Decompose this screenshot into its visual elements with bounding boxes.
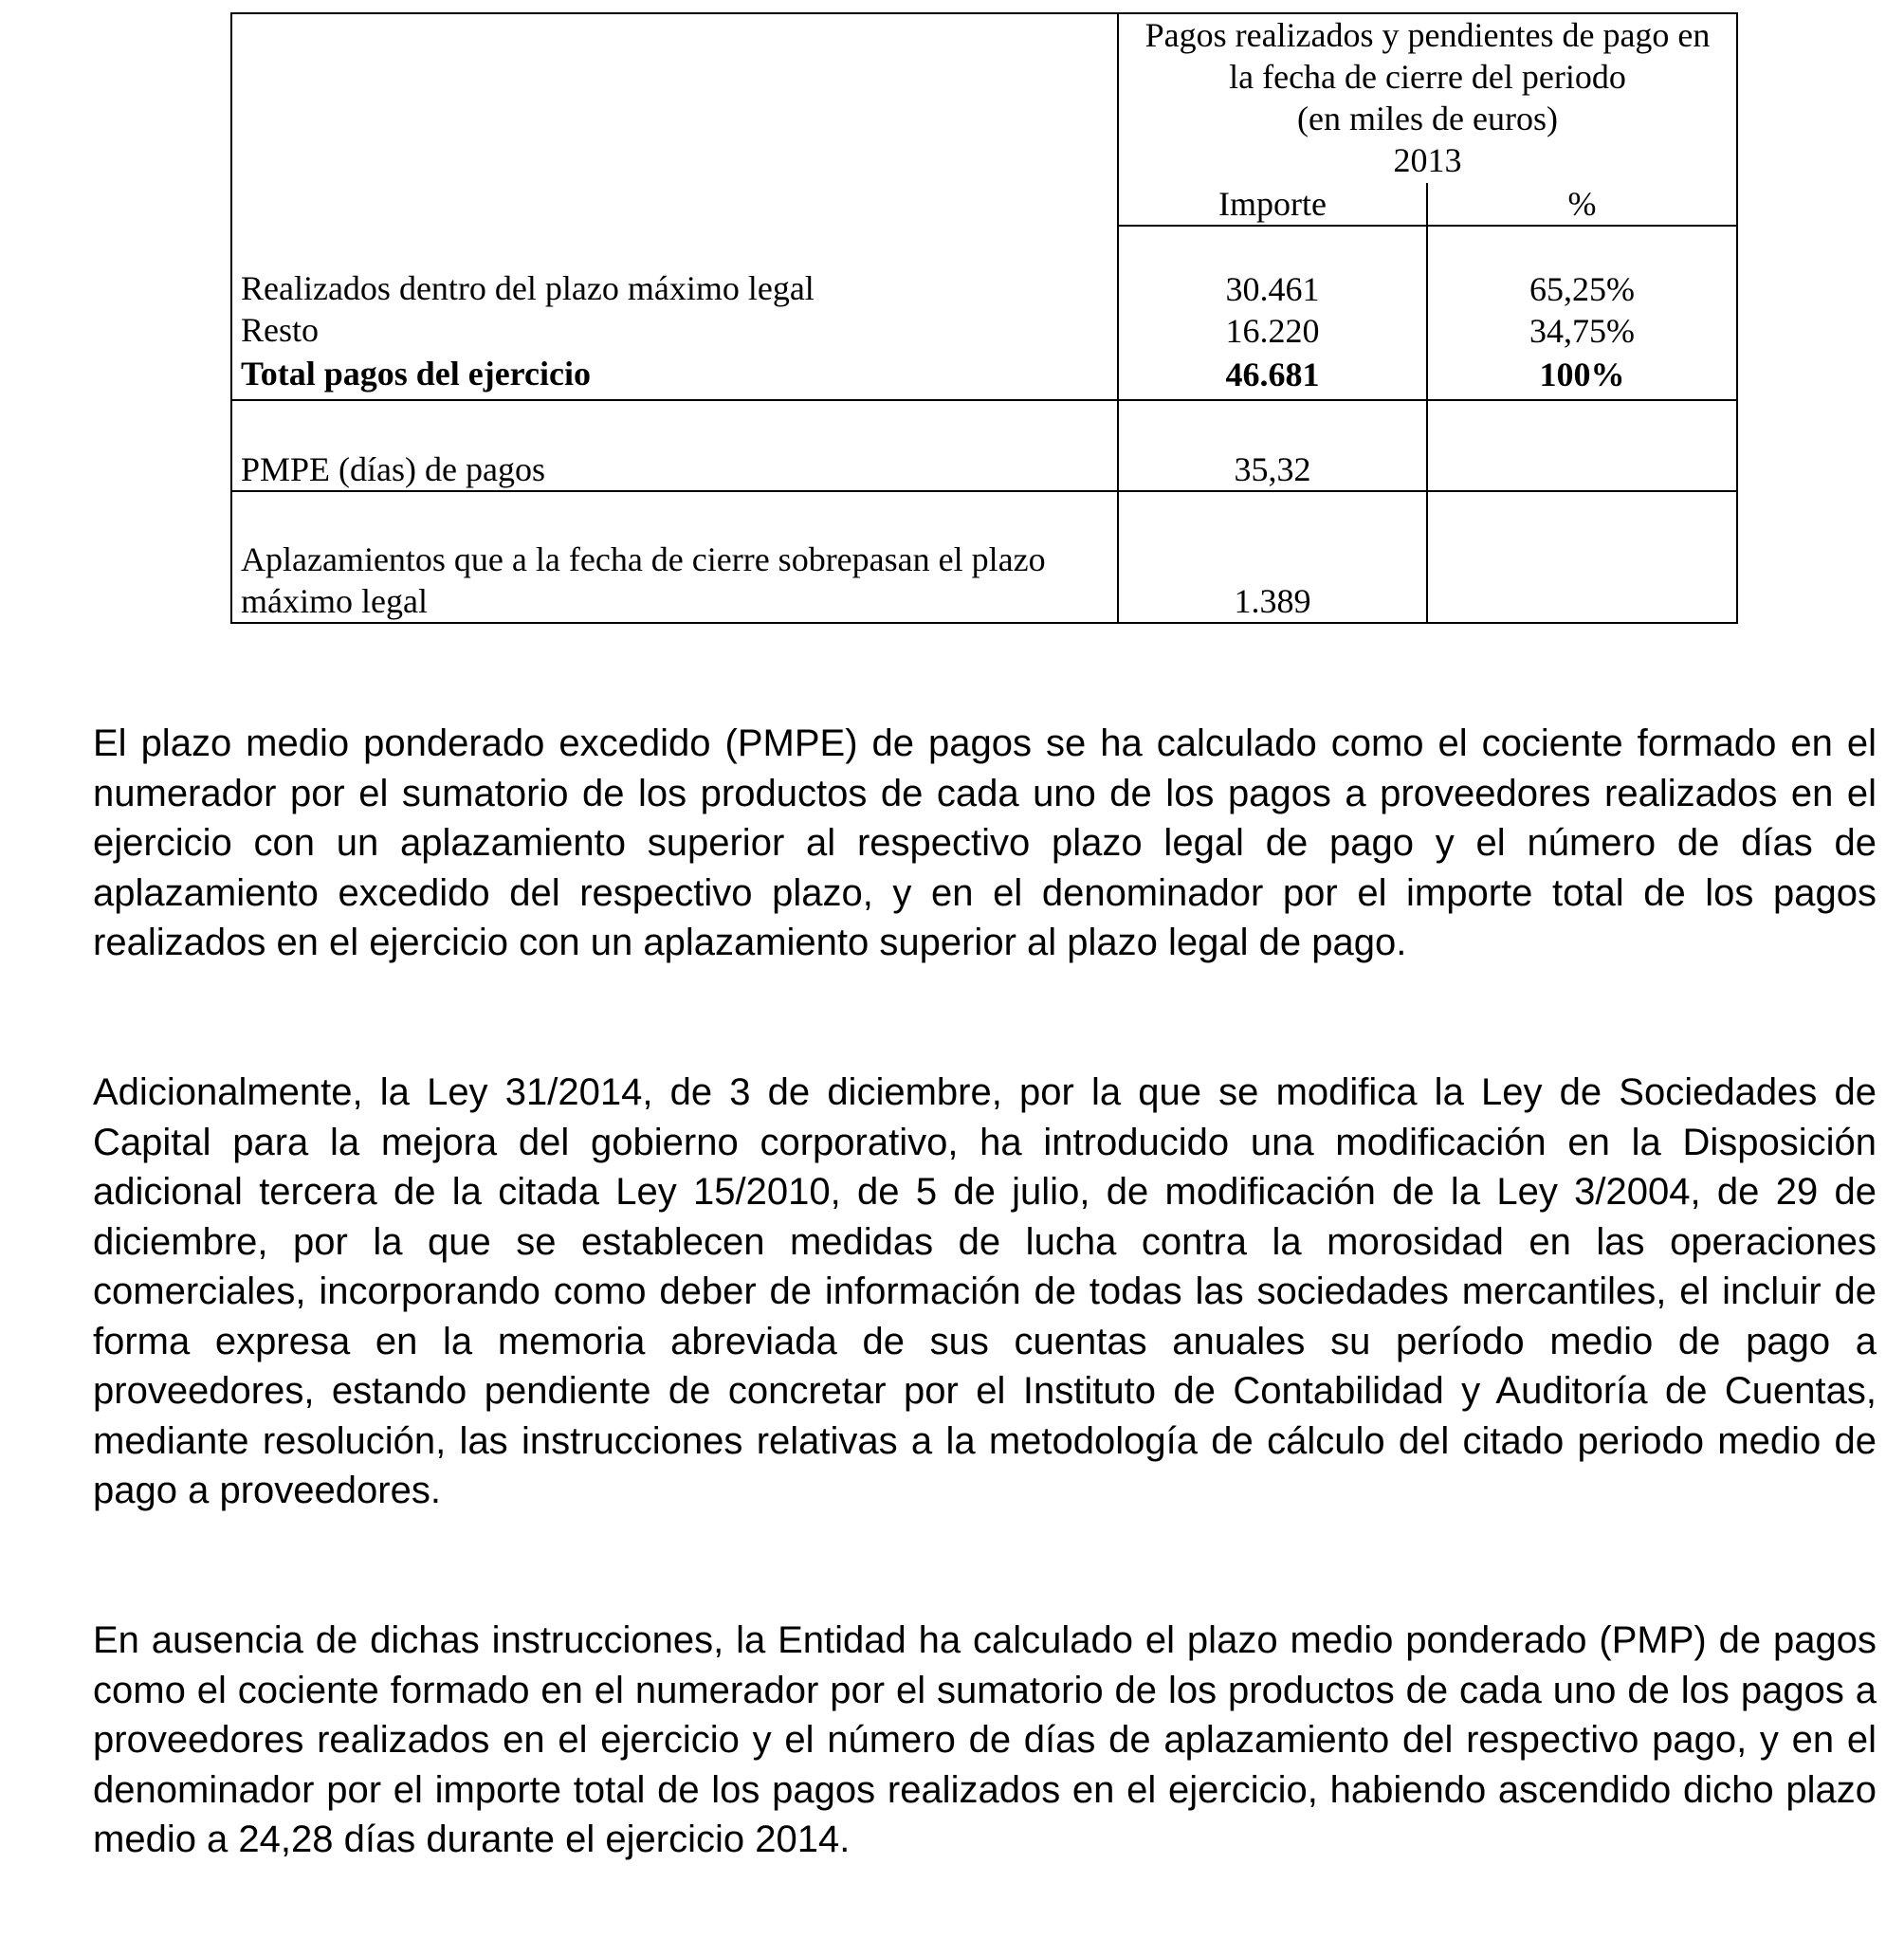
- payments-importe-cell: [1118, 226, 1427, 400]
- row-label-realizados: Realizados dentro del plazo máximo legal: [241, 269, 815, 307]
- value-aplazamientos: 1.389: [1118, 491, 1427, 623]
- row-label-pmpe: PMPE (días) de pagos: [231, 400, 1118, 491]
- header-title-line: Pagos realizados y pendientes de pago en: [1144, 16, 1711, 54]
- header-title-line: la fecha de cierre del periodo: [1229, 58, 1626, 96]
- header-title-line: (en miles de euros): [1297, 100, 1558, 137]
- empty-cell: [1427, 491, 1737, 623]
- value-realizados-percent: 65,25%: [1529, 270, 1635, 308]
- aplazamientos-label-line: Aplazamientos que a la fecha de cierre sobrepasan el plazo: [241, 540, 1046, 578]
- value-pmpe: 35,32: [1118, 400, 1427, 491]
- column-header-importe: Importe: [1118, 183, 1427, 226]
- value-realizados-importe: 30.461: [1225, 270, 1320, 308]
- payments-labels-cell: [231, 226, 1118, 400]
- payments-percent-cell: [1427, 226, 1737, 400]
- row-label-total: Total pagos del ejercicio: [241, 355, 591, 393]
- table-header-year: 2013: [1118, 139, 1737, 183]
- value-resto-percent: 34,75%: [1529, 312, 1635, 350]
- table-header-empty-cell: [231, 13, 1118, 226]
- paragraph-ley-31-2014: Adicionalmente, la Ley 31/2014, de 3 de diciembre, por la que se modifica la Ley de Sociedades de Capital para la mejora del gobierno corporativo, ha introducido una modificación en la Disposición adicional tercera de la citada Ley 15/2010, de 5 de julio, de modificación de la Ley 3/2004, de 29 de diciembre, por la que se establecen medidas de lucha contra la morosidad en las operaciones comerciales, incorporando como deber de información de todas las sociedades mercantiles, el incluir de forma expresa en la memoria abreviada de sus cuentas anuales su período medio de pago a proveedores, estando pendiente de concretar por el Instituto de Contabilidad y Auditoría de Cuentas, mediante resolución, las instrucciones relativas a la metodología de cálculo del citado periodo medio de pago a proveedores.: [93, 1071, 1877, 1511]
- column-header-percent: %: [1427, 183, 1737, 226]
- row-label-aplazamientos: [231, 491, 1118, 623]
- value-total-importe: 46.681: [1225, 356, 1320, 393]
- row-label-resto: Resto: [241, 311, 320, 349]
- empty-cell: [1427, 400, 1737, 491]
- payments-table-container: [230, 12, 1736, 620]
- payments-table: [230, 12, 1738, 624]
- value-resto-importe: 16.220: [1225, 312, 1320, 350]
- paragraph-pmp-calculation: En ausencia de dichas instrucciones, la Entidad ha calculado el plazo medio ponderado (PMP) de pagos como el cociente formado en el numerador por el sumatorio de los productos de cada uno de los pagos a proveedores realizados en el ejercicio y el número de días de aplazamiento del respectivo pago, y en el denominador por el importe total de los pagos realizados en el ejercicio, habiendo ascendido dicho plazo medio a 24,28 días durante el ejercicio 2014.: [93, 1619, 1877, 1860]
- value-total-percent: 100%: [1539, 356, 1625, 393]
- aplazamientos-label-line: máximo legal: [241, 582, 428, 620]
- table-header-title: [1118, 13, 1737, 139]
- paragraph-pmpe-definition: El plazo medio ponderado excedido (PMPE) de pagos se ha calculado como el cociente formado en el numerador por el sumatorio de los productos de cada uno de los pagos a proveedores realizados en el ejercicio con un aplazamiento superior al respectivo plazo legal de pago y el número de días de aplazamiento excedido del respectivo plazo, y en el denominador por el importe total de los pagos realizados en el ejercicio con un aplazamiento superior al plazo legal de pago.: [93, 722, 1877, 963]
